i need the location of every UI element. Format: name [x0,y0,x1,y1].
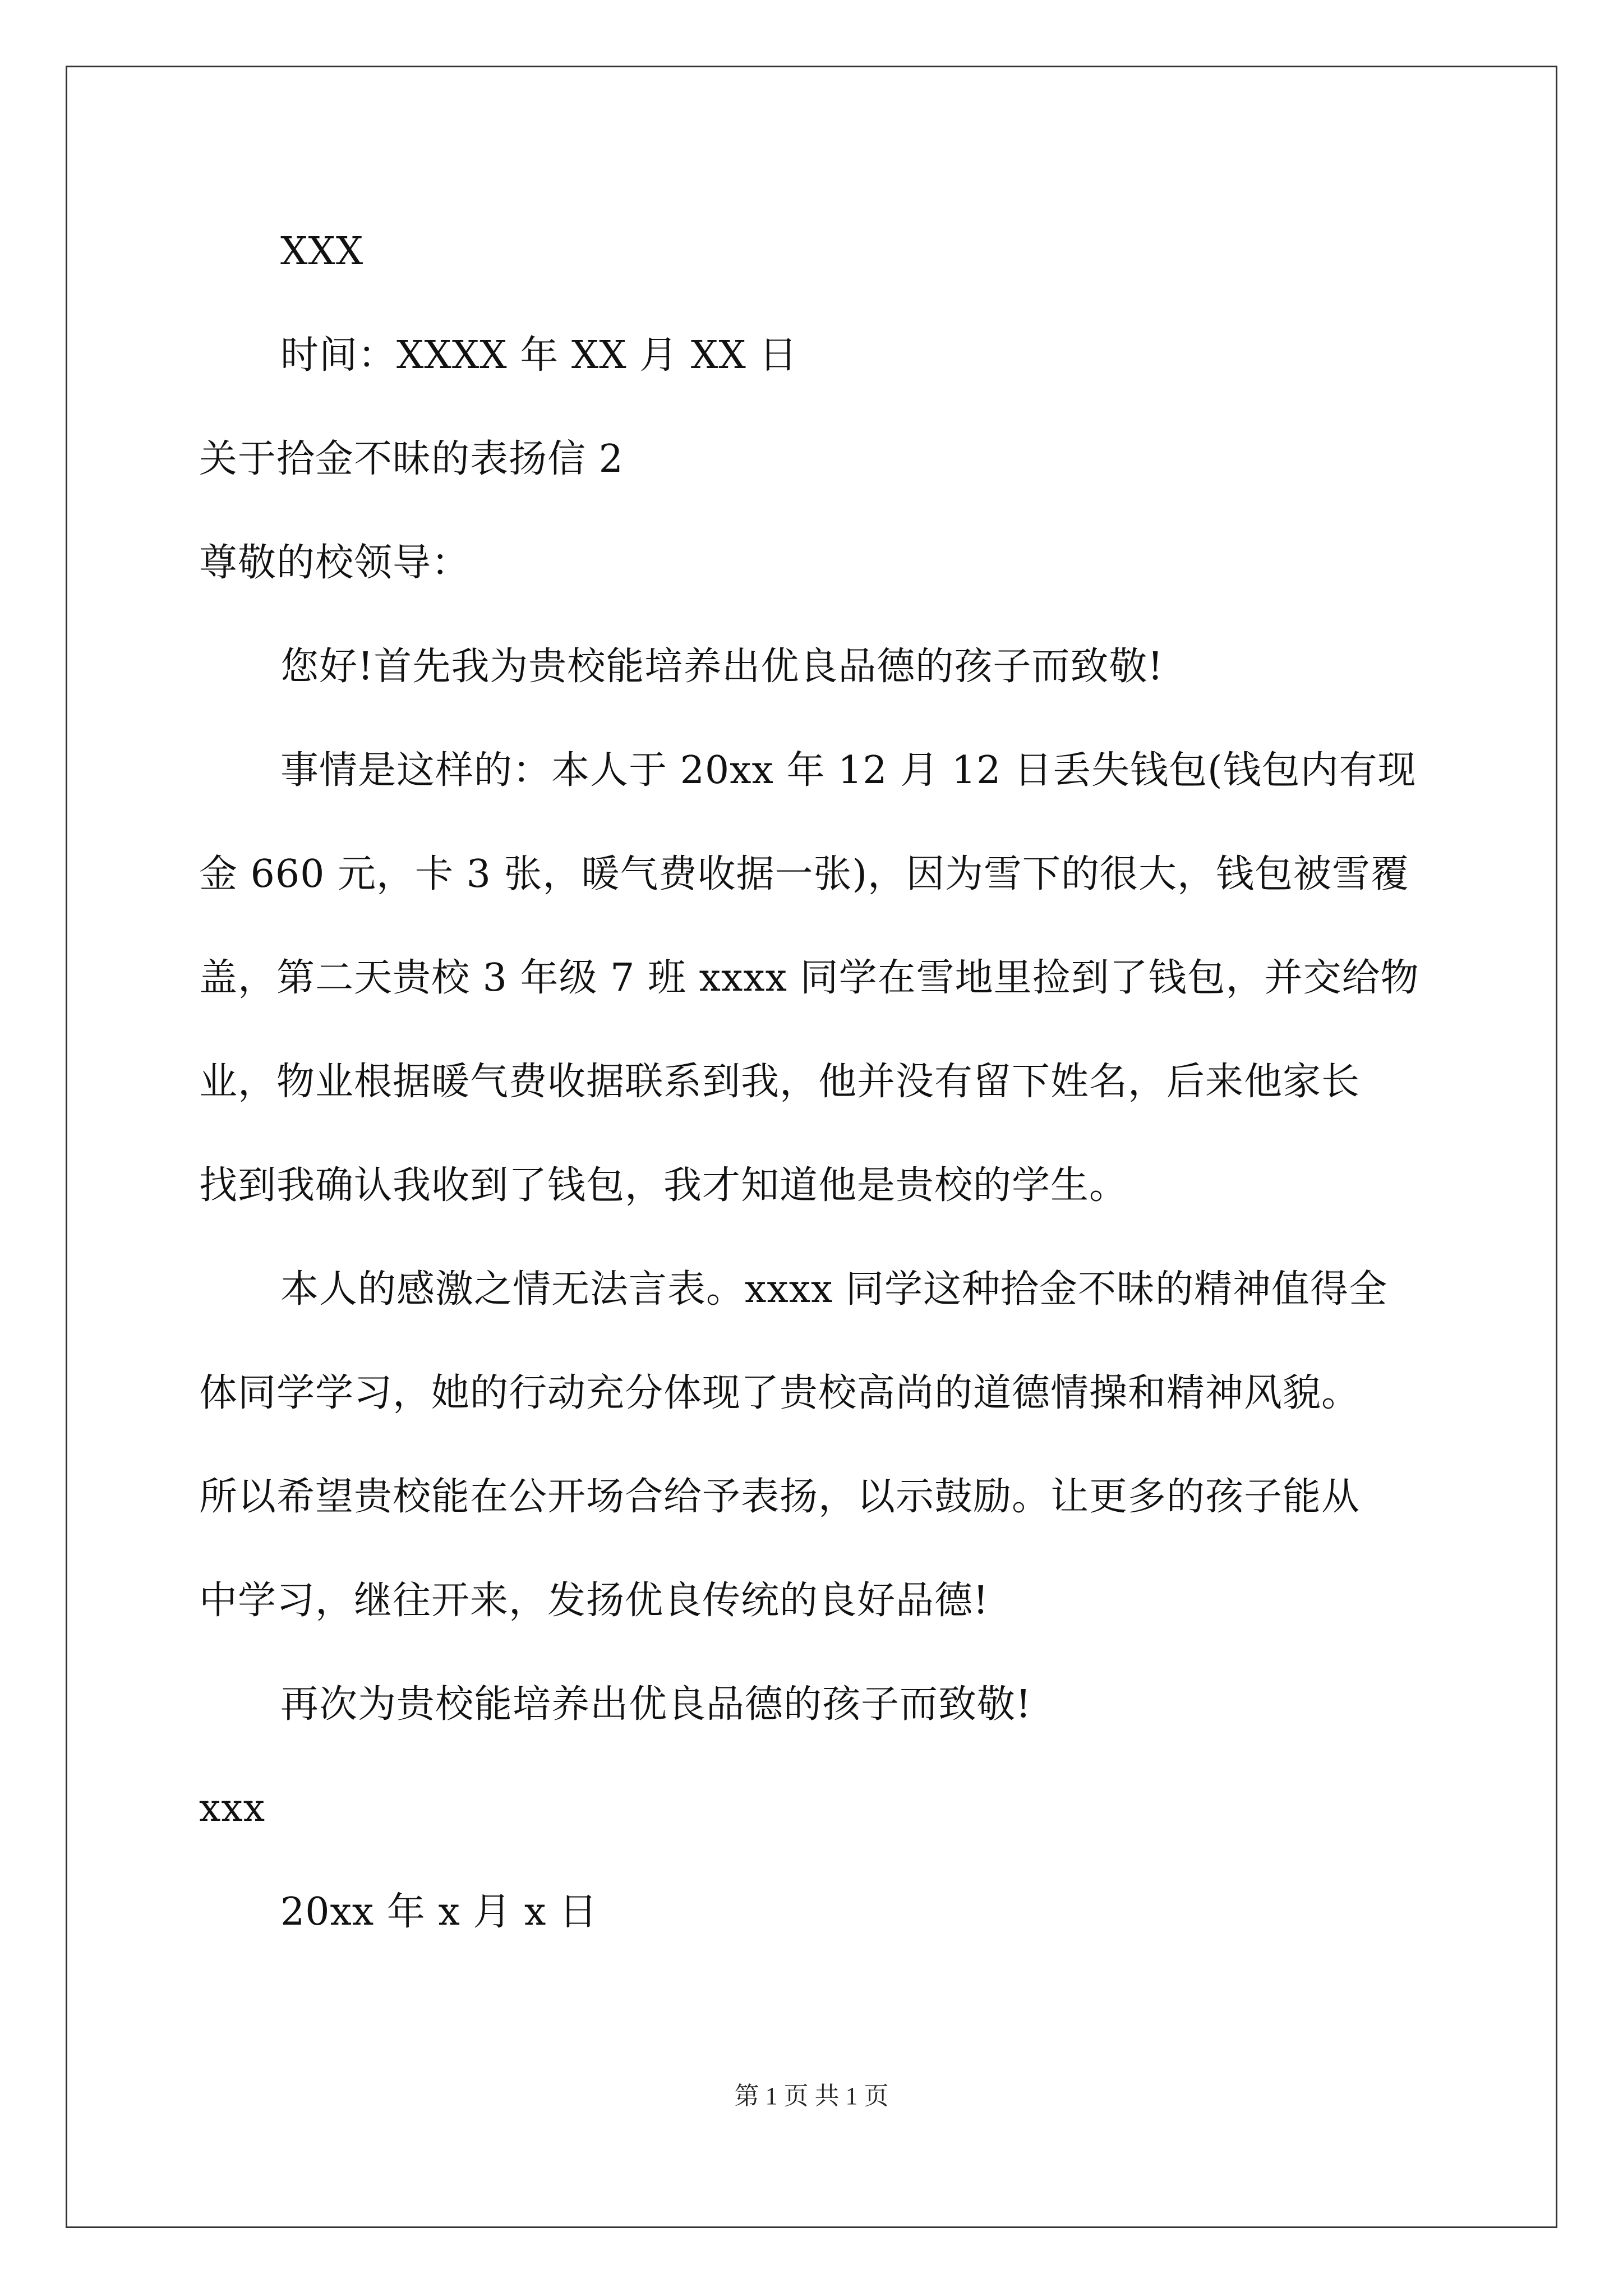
paragraph-line: 所以希望贵校能在公开场合给予表扬，以示鼓励。让更多的孩子能从 [199,1475,1361,1519]
paragraph-line: 找到我确认我收到了钱包，我才知道他是贵校的学生。 [199,1163,1128,1208]
paragraph-line: 业，物业根据暖气费收据联系到我，他并没有留下姓名，后来他家长 [199,1060,1361,1104]
date-line-top: 时间：XXXX 年 XX 月 XX 日 [280,333,798,378]
sender-name-top: XXX [280,229,364,274]
paragraph-line: 盖，第二天贵校 3 年级 7 班 xxxx 同学在雪地里捡到了钱包，并交给物 [199,956,1419,1000]
paragraph-line: 金 660 元，卡 3 张，暖气费收据一张)，因为雪下的很大，钱包被雪覆 [199,852,1410,896]
page-footer: 第 1 页 共 1 页 [734,2082,889,2110]
paragraph-line: 事情是这样的：本人于 20xx 年 12 月 12 日丢失钱包(钱包内有现 [280,748,1417,793]
salutation: 尊敬的校领导： [199,541,471,585]
closing-paragraph: 再次为贵校能培养出优良品德的孩子而致敬! [280,1682,1032,1727]
signature: xxx [199,1786,266,1830]
paragraph-line: 本人的感激之情无法言表。xxxx 同学这种拾金不昧的精神值得全 [280,1267,1388,1312]
letter-title: 关于拾金不昧的表扬信 2 [199,437,624,481]
paragraph-line: 中学习，继往开来，发扬优良传统的良好品德! [199,1579,989,1623]
greeting-paragraph: 您好!首先我为贵校能培养出优良品德的孩子而致敬! [280,645,1164,689]
paragraph-line: 体同学学习，她的行动充分体现了贵校高尚的道德情操和精神风貌。 [199,1371,1361,1415]
signature-date: 20xx 年 x 月 x 日 [280,1890,598,1934]
